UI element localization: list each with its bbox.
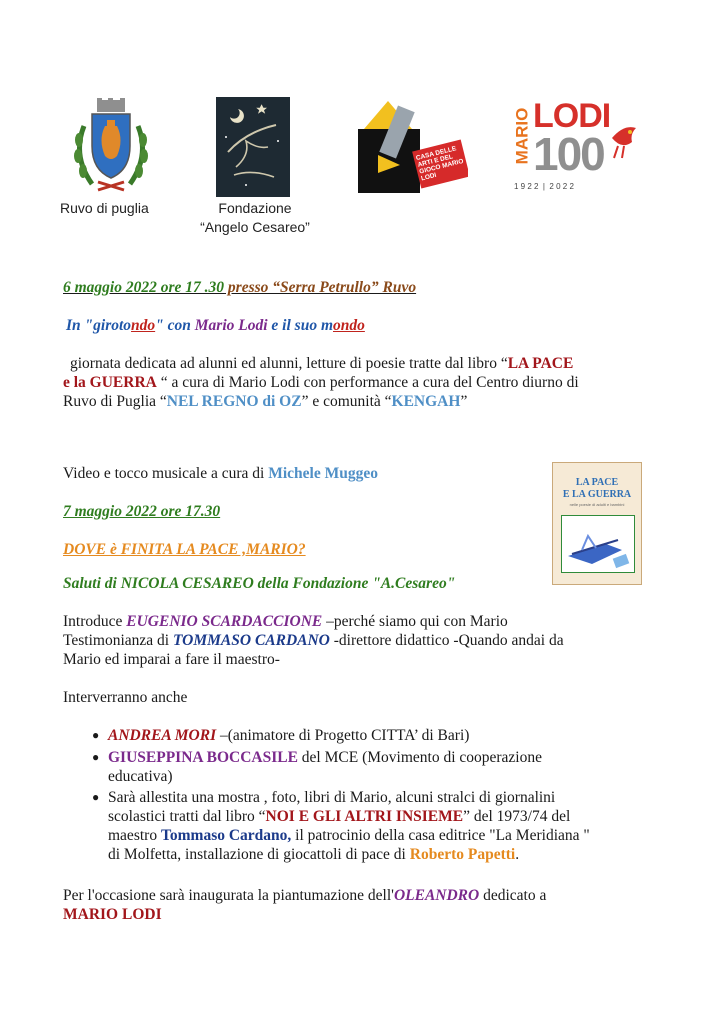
event2-saluti: Saluti di NICOLA CESAREO della Fondazione "A.Cesareo" bbox=[63, 575, 456, 592]
lodi100-lodi: LODI bbox=[533, 97, 611, 135]
bullet-icon: ● bbox=[92, 750, 100, 764]
final-paragraph: Per l'occasione sarà inaugurata la piantumazione dell'OLEANDRO dedicato a MARIO LODI bbox=[63, 887, 547, 923]
event1-title: In "girotondo" con Mario Lodi e il suo mondo bbox=[66, 317, 365, 334]
casa-delle-arti-logo bbox=[356, 99, 468, 195]
book-title-2: E LA GUERRA bbox=[562, 489, 632, 500]
fondazione-caption-line2: “Angelo Cesareo” bbox=[200, 219, 310, 235]
book-subtitle: nelle poesie di adulti e bambini bbox=[569, 502, 625, 507]
bullet-giuseppina-boccasile: GIUSEPPINA BOCCASILE del MCE (Movimento di cooperazione educativa) bbox=[108, 749, 542, 785]
ruvo-coat-of-arms-logo bbox=[70, 96, 152, 196]
event1-description: giornata dedicata ad alunni ed alunni, letture di poesie tratte dal libro “LA PACE e la GUERRA “ a cura di Mario Lodi con performance a cura del Centro diurno di Ruvo di Puglia “NEL REGNO di OZ” e comunità “KENGAH” bbox=[63, 355, 579, 410]
bird-icon bbox=[608, 120, 640, 160]
lodi100-years: 1 9 2 2 | 2 0 2 2 bbox=[514, 182, 574, 191]
event2-interverranno: Interverranno anche bbox=[63, 689, 188, 706]
mario-lodi-100-logo bbox=[508, 96, 640, 200]
event2-title: DOVE è FINITA LA PACE ,MARIO? bbox=[63, 541, 306, 558]
ruvo-caption: Ruvo di puglia bbox=[60, 200, 149, 216]
fondazione-logo bbox=[216, 97, 290, 197]
lodi100-mario: MARIO bbox=[512, 107, 532, 165]
bullet-andrea-mori: ANDREA MORI –(animatore di Progetto CITTA’ di Bari) bbox=[108, 727, 470, 744]
video-line: Video e tocco musicale a cura di Michele Muggeo bbox=[63, 465, 378, 482]
bullet-mostra: Sarà allestita una mostra , foto, libri di Mario, alcuni stralci di giornalini scolastici tratti dal libro “NOI E GLI ALTRI INSIEME” del 1973/74 del maestro Tommaso Cardano, il patrocinio della casa editrice "La Meridiana " di Molfetta, installazione di giocattoli di pace di Roberto Papetti. bbox=[108, 789, 590, 863]
book-illustration bbox=[561, 515, 635, 573]
event1-date: 6 maggio 2022 ore 17 .30 presso “Serra Petrullo” Ruvo bbox=[63, 279, 417, 296]
fondazione-caption-line1: Fondazione bbox=[218, 200, 292, 216]
event2-date: 7 maggio 2022 ore 17.30 bbox=[63, 503, 221, 520]
bullet-icon: ● bbox=[92, 790, 100, 804]
bullet-icon: ● bbox=[92, 728, 100, 742]
book-cover-la-pace-e-la-guerra bbox=[552, 462, 642, 585]
lodi100-hundred: 100 bbox=[533, 128, 604, 180]
event2-intro: Introduce EUGENIO SCARDACCIONE –perché siamo qui con Mario Testimonianza di TOMMASO CARDANO -direttore didattico -Quando andai da Mario ed imparai a fare il maestro- bbox=[63, 613, 564, 668]
casa-logo-text: CASA DELLE ARTI E DEL GIOCO MARIO LODI bbox=[415, 145, 465, 183]
book-title-1: LA PACE bbox=[575, 477, 619, 488]
